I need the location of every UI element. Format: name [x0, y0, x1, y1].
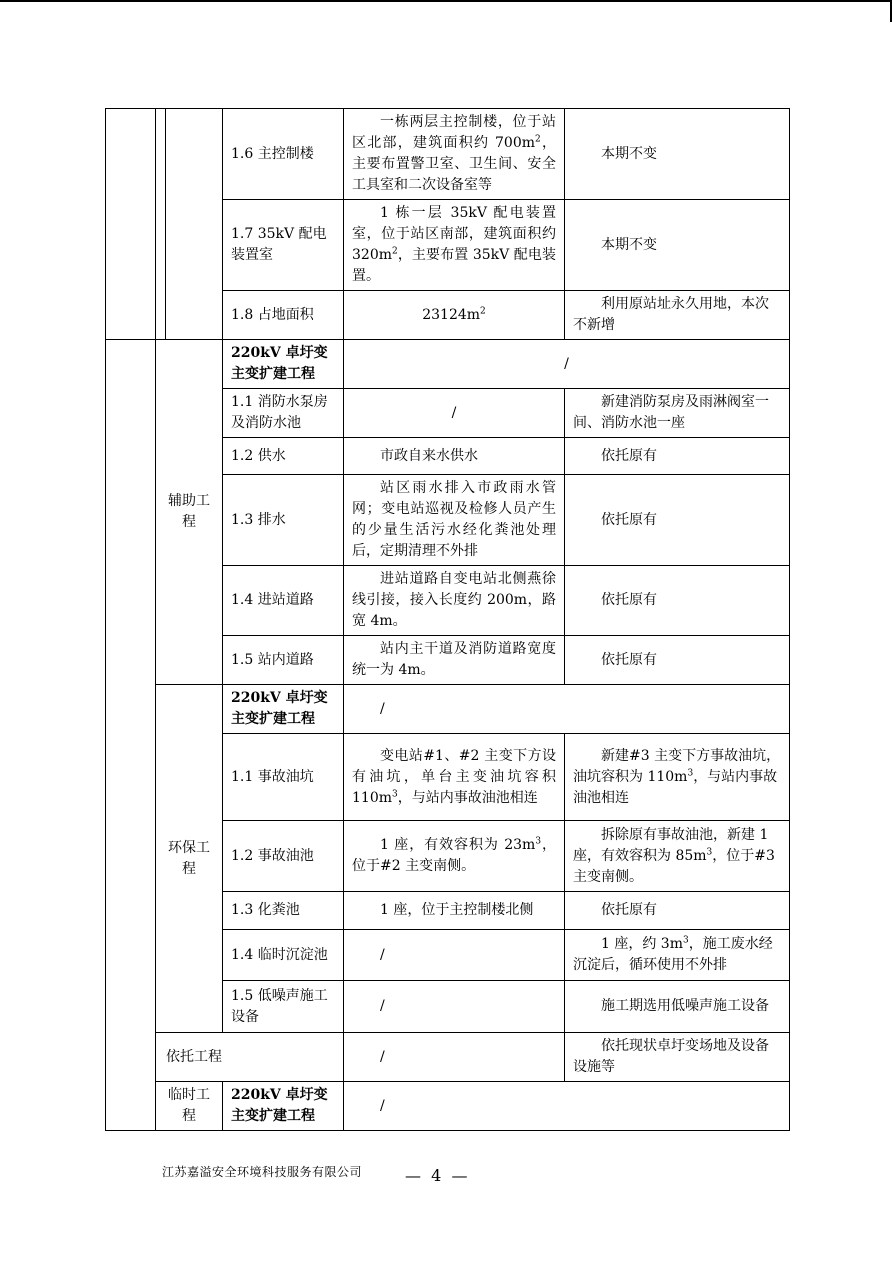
- expansion-plan: 依托原有: [565, 636, 790, 685]
- table-row: [106, 109, 790, 200]
- item-name: 1.3 化粪池: [223, 892, 344, 930]
- expansion-plan: 依托原有: [565, 892, 790, 930]
- item-name: 1.2 供水: [223, 438, 344, 475]
- current-status: 一栋两层主控制楼，位于站区北部，建筑面积约 $700m^2$，主要布置警卫室、卫生间、安全工具室和二次设备室等: [344, 109, 565, 200]
- expansion-plan: 利用原站址永久用地，本次不新增: [565, 291, 790, 340]
- item-name: 1.7 35kV 配电装置室: [223, 200, 344, 291]
- table-row: [106, 685, 790, 734]
- expansion-plan: 依托原有: [565, 566, 790, 636]
- section-header: 220kV 卓圩变主变扩建工程: [223, 1082, 344, 1131]
- page-number: — 4 —: [405, 1166, 468, 1185]
- item-name: 1.4 临时沉淀池: [223, 930, 344, 981]
- expansion-plan: 拆除原有事故油池，新建 1 座，有效容积为 $85m^3$，位于#3 主变南侧。: [565, 821, 790, 892]
- blank-cell: [106, 340, 156, 1131]
- project-composition-table: [105, 108, 790, 1131]
- expansion-plan: 本期不变: [565, 109, 790, 200]
- current-status: $23124m^2$: [344, 291, 565, 340]
- current-status: 1 栋一层 35kV 配电装置室，位于站区南部，建筑面积约 $320m^2$，主要布置 35kV 配电装置。: [344, 200, 565, 291]
- item-name: 1.5 低噪声施工设备: [223, 981, 344, 1033]
- category-auxiliary: 辅助工程: [156, 340, 223, 685]
- current-status: 1 座，位于主控制楼北侧: [344, 892, 565, 930]
- category-relied: 依托工程: [156, 1033, 344, 1082]
- current-status: /: [344, 1033, 565, 1082]
- section-header: 220kV 卓圩变主变扩建工程: [223, 340, 344, 389]
- item-name: 1.1 事故油坑: [223, 734, 344, 821]
- current-status: /: [344, 389, 565, 438]
- category-environmental: 环保工程: [156, 685, 223, 1033]
- item-name: 1.1 消防水泵房及消防水池: [223, 389, 344, 438]
- expansion-plan: 新建消防泵房及雨淋阀室一间、消防水池一座: [565, 389, 790, 438]
- expansion-plan: 新建#3 主变下方事故油坑，油坑容积为 $110m^3$，与站内事故油池相连: [565, 734, 790, 821]
- current-status: 站区雨水排入市政雨水管网；变电站巡视及检修人员产生的少量生活污水经化粪池处理后，定期清理不外排: [344, 475, 565, 566]
- current-status: 变电站#1、#2 主变下方设有油坑，单台主变油坑容积 $110m^3$，与站内事故油池相连: [344, 734, 565, 821]
- expansion-plan: 本期不变: [565, 200, 790, 291]
- current-status: 进站道路自变电站北侧燕徐线引接，接入长度约 200m，路宽 4m。: [344, 566, 565, 636]
- table-row: [106, 1033, 790, 1082]
- footer-company: 江苏嘉溢安全环境科技服务有限公司: [162, 1165, 363, 1179]
- expansion-plan: 依托原有: [565, 438, 790, 475]
- expansion-plan: 施工期选用低噪声施工设备: [565, 981, 790, 1033]
- table-row: [106, 340, 790, 389]
- current-status: 市政自来水供水: [344, 438, 565, 475]
- expansion-plan: 依托现状卓圩变场地及设备设施等: [565, 1033, 790, 1082]
- blank-cell: [166, 109, 223, 340]
- section-header-value: /: [344, 340, 790, 389]
- item-name: 1.4 进站道路: [223, 566, 344, 636]
- current-status: 站内主干道及消防道路宽度统一为 4m。: [344, 636, 565, 685]
- page-top-rule: [0, 0, 892, 2]
- expansion-plan: 1 座，约 $3m^3$，施工废水经沉淀后，循环使用不外排: [565, 930, 790, 981]
- section-header: 220kV 卓圩变主变扩建工程: [223, 685, 344, 734]
- table-row: [106, 1082, 790, 1131]
- item-name: 1.5 站内道路: [223, 636, 344, 685]
- current-status: 1 座，有效容积为 $23m^3$，位于#2 主变南侧。: [344, 821, 565, 892]
- item-name: 1.2 事故油池: [223, 821, 344, 892]
- current-status: /: [344, 981, 565, 1033]
- category-temporary: 临时工程: [156, 1082, 223, 1131]
- blank-cell: [156, 109, 166, 340]
- blank-cell: [106, 109, 156, 340]
- item-name: 1.8 占地面积: [223, 291, 344, 340]
- section-header-value: /: [344, 1082, 790, 1131]
- expansion-plan: 依托原有: [565, 475, 790, 566]
- item-name: 1.3 排水: [223, 475, 344, 566]
- item-name: 1.6 主控制楼: [223, 109, 344, 200]
- current-status: /: [344, 930, 565, 981]
- section-header-value: /: [344, 685, 790, 734]
